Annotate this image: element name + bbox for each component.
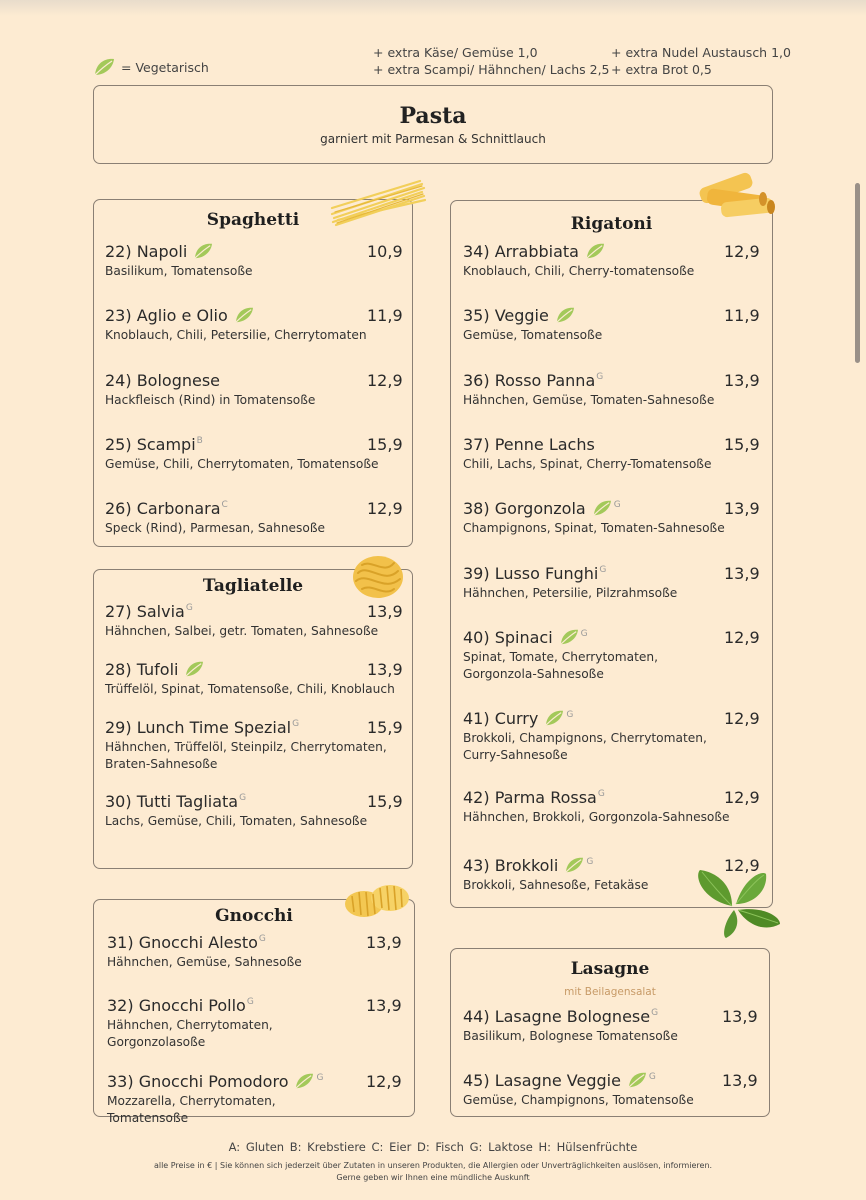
menu-item-title: 45) Lasagne Veggie xyxy=(463,1071,621,1090)
menu-item xyxy=(105,718,407,773)
menu-item-price: 12,9 xyxy=(724,788,760,807)
menu-item-title: 25) Scampi xyxy=(105,435,196,454)
menu-item-description: Trüffelöl, Spinat, Tomatensoße, Chili, Knoblauch xyxy=(105,682,395,696)
menu-item xyxy=(463,788,764,826)
leaf-icon xyxy=(233,306,255,324)
section-title: Gnocchi xyxy=(215,906,293,926)
menu-item xyxy=(463,371,764,409)
menu-item-price: 13,9 xyxy=(722,1071,758,1090)
menu-item-price: 12,9 xyxy=(724,242,760,261)
menu-item-description: Hackfleisch (Rind) in Tomatensoße xyxy=(105,393,316,407)
lasagne-note: mit Beilagensalat xyxy=(564,986,656,998)
menu-item-name xyxy=(463,499,764,518)
extra-item: + extra Scampi/ Hähnchen/ Lachs 2,5 xyxy=(373,62,610,77)
menu-item-name xyxy=(463,371,764,390)
menu-item-price: 13,9 xyxy=(367,660,403,679)
menu-item-title: 35) Veggie xyxy=(463,306,549,325)
menu-item-description: Chili, Lachs, Spinat, Cherry-Tomatensoße xyxy=(463,457,712,471)
menu-item-price: 12,9 xyxy=(724,856,760,875)
menu-item xyxy=(463,1007,762,1045)
menu-item-price: 13,9 xyxy=(724,564,760,583)
menu-item-price: 13,9 xyxy=(722,1007,758,1026)
rigatoni-icon xyxy=(693,170,779,225)
leaf-icon xyxy=(558,628,580,646)
menu-item xyxy=(105,435,407,473)
menu-item-title: 26) Carbonara xyxy=(105,499,221,518)
menu-item-description: Gemüse, Chili, Cherrytomaten, Tomatensoße xyxy=(105,457,379,471)
menu-item xyxy=(463,242,764,280)
menu-item-title: 37) Penne Lachs xyxy=(463,435,595,454)
extras-column-1 xyxy=(373,44,610,78)
menu-item-description: Mozzarella, Cherrytomaten, Tomatensoße xyxy=(107,1094,276,1125)
allergen-code: B xyxy=(196,436,203,446)
leaf-icon xyxy=(183,660,205,678)
menu-item-price: 12,9 xyxy=(367,499,403,518)
menu-item-description: Hähnchen, Petersilie, Pilzrahmsoße xyxy=(463,586,678,600)
menu-item xyxy=(463,564,764,602)
menu-item-name xyxy=(105,660,407,679)
menu-item-description: Brokkoli, Champignons, Cherrytomaten, Curry-Sahnesoße xyxy=(463,731,707,762)
menu-item xyxy=(463,499,764,537)
menu-item xyxy=(105,499,407,537)
menu-item-title: 44) Lasagne Bolognese xyxy=(463,1007,651,1026)
menu-item-price: 13,9 xyxy=(724,371,760,390)
menu-item-price: 12,9 xyxy=(724,709,760,728)
allergen-code: G xyxy=(566,710,574,720)
menu-item-description: Hähnchen, Cherrytomaten, Gorgonzolasoße xyxy=(107,1018,273,1049)
menu-item xyxy=(105,602,407,640)
menu-item-description: Knoblauch, Chili, Petersilie, Cherrytomaten xyxy=(105,328,367,342)
menu-item-title: 23) Aglio e Olio xyxy=(105,306,228,325)
menu-item-description: Brokkoli, Sahnesoße, Fetakäse xyxy=(463,878,649,892)
menu-item-description: Hähnchen, Brokkoli, Gorgonzola-Sahnesoße xyxy=(463,810,730,824)
menu-item xyxy=(463,628,764,683)
leaf-icon xyxy=(563,856,585,874)
menu-item-price: 15,9 xyxy=(367,435,403,454)
menu-item-name xyxy=(463,435,764,454)
menu-item xyxy=(105,306,407,344)
menu-item-price: 11,9 xyxy=(367,306,403,325)
menu-item-price: 13,9 xyxy=(367,602,403,621)
price-note-line: alle Preise in € | Sie können sich jederzeit über Zutaten in unseren Produkten, die Allergien oder Unverträglichkeiten auslösen, informieren. xyxy=(153,1161,713,1170)
menu-item-price: 15,9 xyxy=(724,435,760,454)
menu-item-price: 12,9 xyxy=(366,1072,402,1091)
menu-item-name xyxy=(463,856,764,875)
leaf-icon xyxy=(584,242,606,260)
menu-item-title: 31) Gnocchi Alesto xyxy=(107,933,258,952)
menu-item-name xyxy=(463,306,764,325)
allergen-code: G xyxy=(599,565,607,575)
menu-item-name xyxy=(105,499,407,518)
menu-item xyxy=(463,856,764,894)
allergen-code: G xyxy=(597,789,605,799)
menu-item-name xyxy=(105,792,407,811)
leaf-icon xyxy=(192,242,214,260)
allergen-code: G xyxy=(258,934,266,944)
leaf-icon xyxy=(626,1071,648,1089)
extra-item: + extra Brot 0,5 xyxy=(611,62,712,77)
leaf-icon xyxy=(591,499,613,517)
menu-item-description: Knoblauch, Chili, Cherry-tomatensoße xyxy=(463,264,695,278)
menu-item-title: 34) Arrabbiata xyxy=(463,242,579,261)
allergen-code: G xyxy=(580,629,588,639)
menu-item xyxy=(463,709,764,764)
menu-item-name xyxy=(107,933,406,952)
allergen-code: G xyxy=(185,603,193,613)
menu-item-name xyxy=(105,602,407,621)
price-note-line: Gerne geben wir Ihnen eine mündliche Auskunft xyxy=(336,1173,530,1182)
menu-item-price: 15,9 xyxy=(367,792,403,811)
menu-item-price: 10,9 xyxy=(367,242,403,261)
menu-item-name xyxy=(463,1007,762,1026)
menu-item xyxy=(463,306,764,344)
menu-item-name xyxy=(105,435,407,454)
section-title: Tagliatelle xyxy=(202,576,304,596)
menu-item-description: Hähnchen, Salbei, getr. Tomaten, Sahnesoße xyxy=(105,624,379,638)
menu-item-title: 27) Salvia xyxy=(105,602,185,621)
menu-item-name xyxy=(105,306,407,325)
menu-item-description: Basilikum, Tomatensoße xyxy=(105,264,253,278)
top-edge xyxy=(0,0,866,16)
allergen-code: G xyxy=(316,1073,324,1083)
menu-item-name xyxy=(463,628,764,647)
menu-item-title: 41) Curry xyxy=(463,709,539,728)
leaf-icon xyxy=(293,1072,315,1090)
menu-item-description: Hähnchen, Gemüse, Tomaten-Sahnesoße xyxy=(463,393,715,407)
menu-item-description: Hähnchen, Trüffelöl, Steinpilz, Cherrytomaten, Braten-Sahnesoße xyxy=(105,740,387,771)
menu-item-description: Spinat, Tomate, Cherrytomaten, Gorgonzola-Sahnesoße xyxy=(463,650,658,681)
menu-item-description: Basilikum, Bolognese Tomatensoße xyxy=(463,1029,678,1043)
menu-item-name xyxy=(105,242,407,261)
menu-item-title: 22) Napoli xyxy=(105,242,188,261)
menu-item-price: 15,9 xyxy=(367,718,403,737)
menu-item-title: 32) Gnocchi Pollo xyxy=(107,996,246,1015)
menu-item-title: 42) Parma Rossa xyxy=(463,788,597,807)
section-title: Rigatoni xyxy=(570,214,653,234)
scrollbar[interactable] xyxy=(855,183,860,363)
allergen-code: G xyxy=(586,857,594,867)
menu-item-price: 12,9 xyxy=(724,628,760,647)
allergen-code: G xyxy=(246,997,254,1007)
menu-item-description: Champignons, Spinat, Tomaten-Sahnesoße xyxy=(463,521,725,535)
menu-item-name xyxy=(463,788,764,807)
menu-item-title: 30) Tutti Tagliata xyxy=(105,792,239,811)
allergen-legend: A: Gluten B: Krebstiere C: Eier D: Fisch G: Laktose H: Hülsenfrüchte xyxy=(228,1140,638,1154)
menu-item-name xyxy=(105,718,407,737)
allergen-code: G xyxy=(596,372,604,382)
leaf-icon xyxy=(554,306,576,324)
page-title: Pasta xyxy=(399,103,467,129)
menu-item xyxy=(105,242,407,280)
allergen-code: C xyxy=(221,500,228,510)
vegetarian-legend xyxy=(93,57,209,77)
menu-item-name xyxy=(107,996,406,1015)
pasta-header xyxy=(93,85,773,164)
menu-item xyxy=(105,792,407,830)
menu-item-description: Lachs, Gemüse, Chili, Tomaten, Sahnesoße xyxy=(105,814,368,828)
menu-item xyxy=(107,933,406,971)
menu-item-price: 11,9 xyxy=(724,306,760,325)
menu-item-name xyxy=(107,1072,406,1091)
leaf-icon xyxy=(543,709,565,727)
menu-item-description: Gemüse, Tomatensoße xyxy=(463,328,603,342)
menu-item-title: 43) Brokkoli xyxy=(463,856,559,875)
menu-item-title: 33) Gnocchi Pomodoro xyxy=(107,1072,289,1091)
menu-item-name xyxy=(463,242,764,261)
menu-item-name xyxy=(105,371,407,390)
menu-item-price: 13,9 xyxy=(366,996,402,1015)
menu-item xyxy=(463,435,764,473)
menu-item-price: 13,9 xyxy=(366,933,402,952)
menu-item-description: Hähnchen, Gemüse, Sahnesoße xyxy=(107,955,302,969)
extra-item: + extra Käse/ Gemüse 1,0 xyxy=(373,45,538,60)
gnocchi-icon xyxy=(342,880,412,922)
menu-item-description: Gemüse, Champignons, Tomatensoße xyxy=(463,1093,694,1107)
allergen-code: G xyxy=(651,1008,659,1018)
extras-column-2 xyxy=(611,44,791,78)
vegetarian-label: = Vegetarisch xyxy=(121,59,209,75)
menu-item xyxy=(463,1071,762,1109)
menu-item xyxy=(105,371,407,409)
extra-item: + extra Nudel Austausch 1,0 xyxy=(611,45,791,60)
spaghetti-icon xyxy=(330,178,426,228)
allergen-code: G xyxy=(613,500,621,510)
allergen-code: G xyxy=(239,793,247,803)
menu-item-title: 39) Lusso Funghi xyxy=(463,564,599,583)
price-note xyxy=(0,1160,866,1184)
menu-item xyxy=(107,1072,406,1127)
menu-item-title: 36) Rosso Panna xyxy=(463,371,596,390)
menu-item-name xyxy=(463,1071,762,1090)
menu-item-title: 28) Tufoli xyxy=(105,660,179,679)
menu-item xyxy=(107,996,406,1051)
menu-item-title: 40) Spinaci xyxy=(463,628,553,647)
section-title: Lasagne xyxy=(570,959,650,979)
menu-item-name xyxy=(463,564,764,583)
section-title: Spaghetti xyxy=(206,210,300,230)
allergen-code: G xyxy=(648,1072,656,1082)
page-subtitle: garniert mit Parmesan & Schnittlauch xyxy=(320,132,546,146)
menu-item-price: 13,9 xyxy=(724,499,760,518)
tagliatelle-icon xyxy=(350,553,406,601)
menu-item-title: 29) Lunch Time Spezial xyxy=(105,718,292,737)
menu-item-description: Speck (Rind), Parmesan, Sahnesoße xyxy=(105,521,326,535)
leaf-icon xyxy=(93,57,115,77)
menu-item-title: 38) Gorgonzola xyxy=(463,499,586,518)
allergen-code: G xyxy=(292,719,300,729)
menu-item xyxy=(105,660,407,698)
menu-item-title: 24) Bolognese xyxy=(105,371,221,390)
menu-item-name xyxy=(463,709,764,728)
menu-item-price: 12,9 xyxy=(367,371,403,390)
